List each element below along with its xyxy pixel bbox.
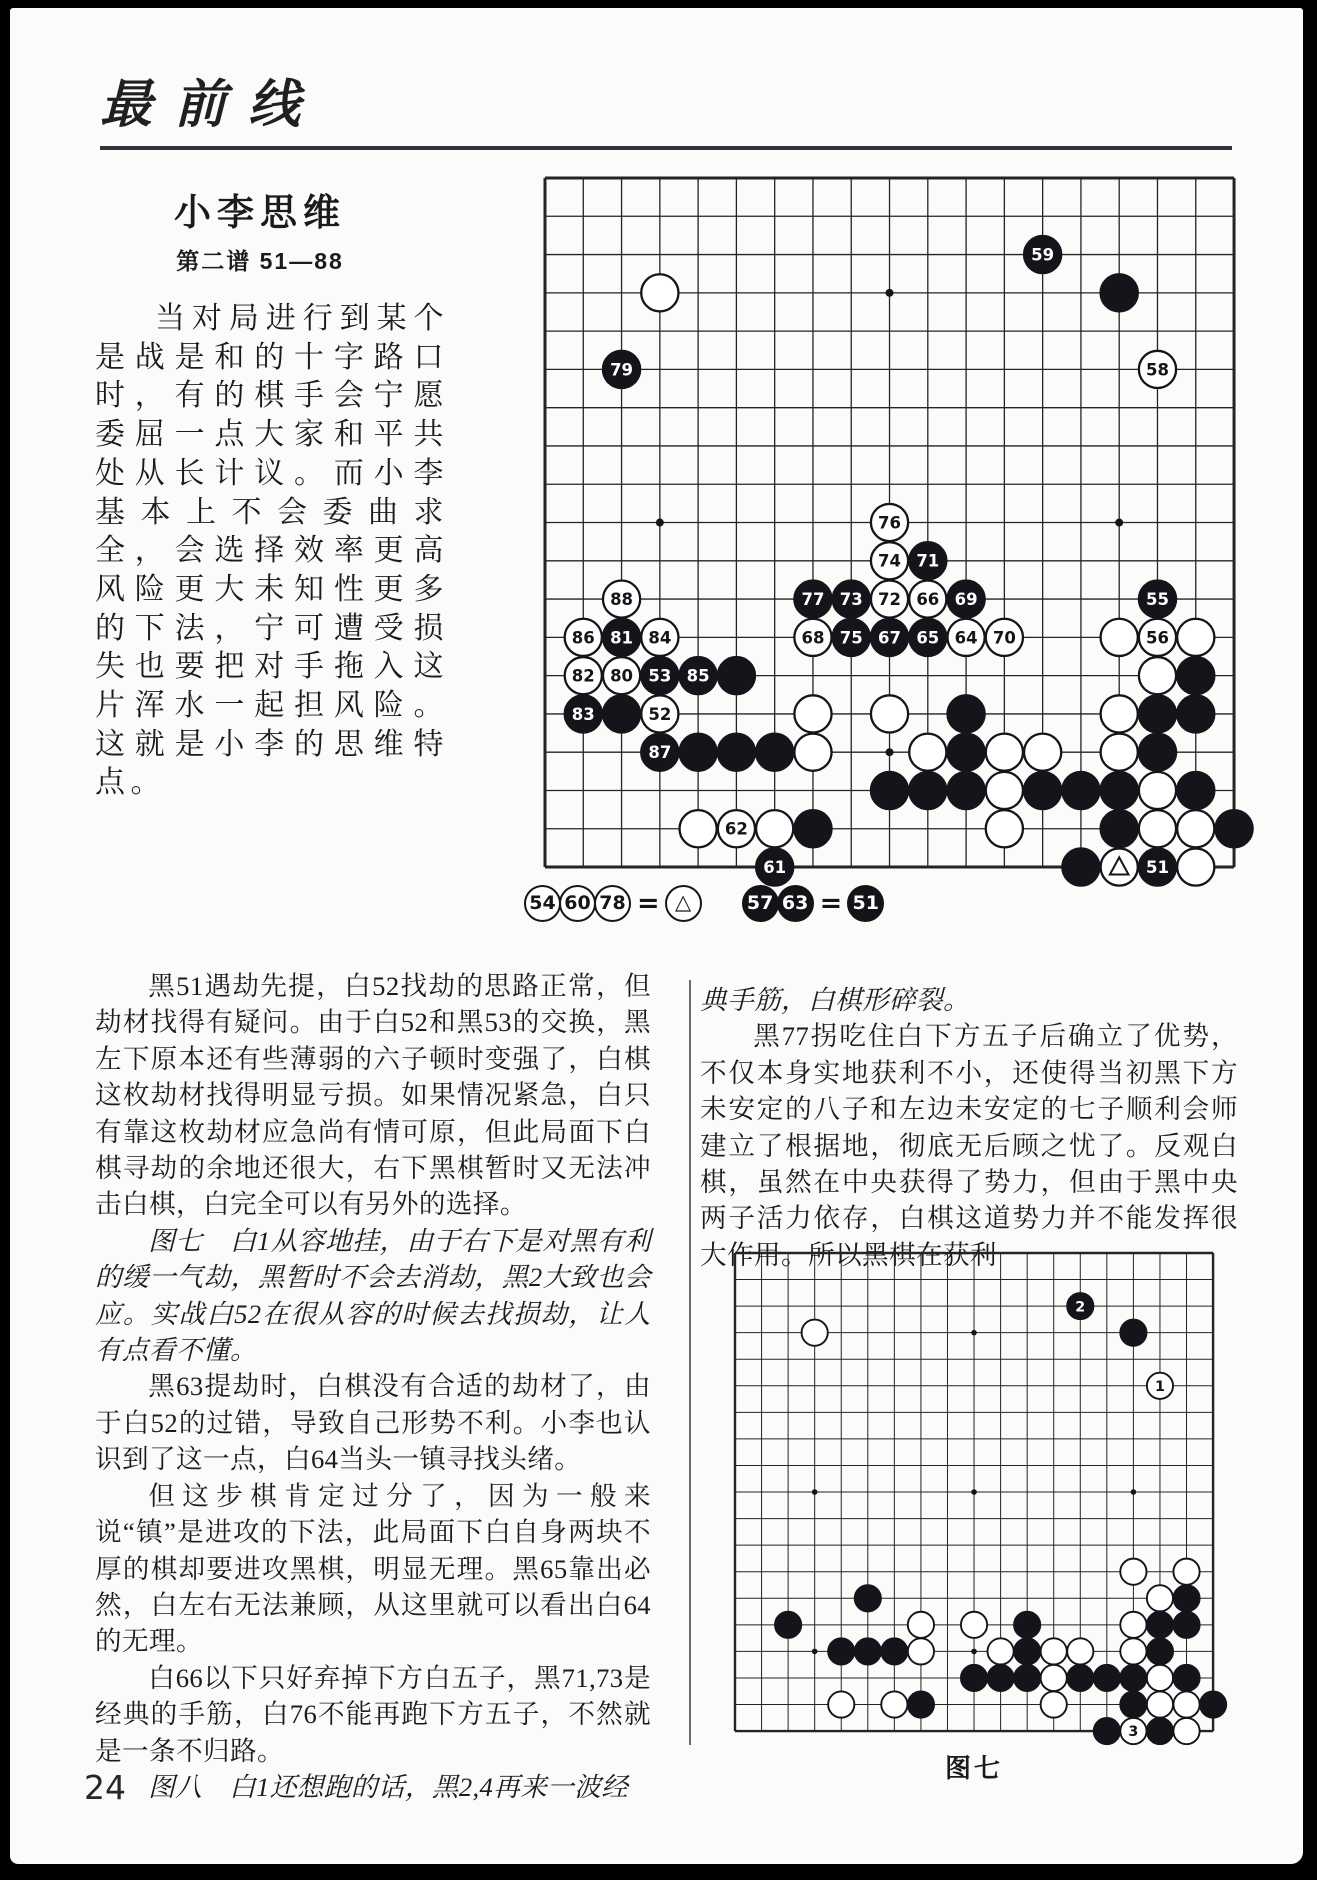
caption-triangle-stone bbox=[665, 885, 702, 922]
caption-stone: 60 bbox=[559, 885, 596, 922]
caption-stone: 54 bbox=[524, 885, 561, 922]
svg-text:83: 83 bbox=[571, 704, 595, 724]
header-rule bbox=[100, 146, 1232, 150]
svg-text:85: 85 bbox=[686, 666, 710, 686]
svg-text:71: 71 bbox=[916, 551, 940, 571]
caption-group bbox=[742, 885, 883, 922]
intro-paragraph: 当对局进行到某个是战是和的十字路口时，有的棋手会宁愿委屈一点大家和平共处从长计议。而小李基本上不会委曲求全，会选择效率更高风险更大未知性更多的下法，宁可遭受损失也要把对手拖入这片浑水一起担风险。这就是小李的思维特点。 bbox=[95, 302, 449, 800]
svg-text:53: 53 bbox=[648, 666, 672, 686]
caption-stone: 51 bbox=[847, 885, 884, 922]
triangle-mark-icon: △ bbox=[675, 889, 692, 914]
svg-text:69: 69 bbox=[954, 590, 978, 610]
magazine-section-calligraphy: 最前线 bbox=[100, 74, 323, 135]
svg-text:86: 86 bbox=[571, 628, 595, 648]
svg-text:72: 72 bbox=[878, 590, 902, 610]
equals-sign: = bbox=[819, 887, 843, 919]
svg-text:55: 55 bbox=[1145, 590, 1169, 610]
svg-text:70: 70 bbox=[992, 628, 1016, 648]
equals-sign: = bbox=[637, 887, 660, 919]
svg-text:75: 75 bbox=[839, 628, 863, 648]
svg-text:84: 84 bbox=[648, 628, 672, 648]
figure7-board bbox=[719, 1237, 1230, 1748]
svg-text:59: 59 bbox=[1031, 245, 1055, 265]
svg-text:56: 56 bbox=[1145, 628, 1169, 648]
ko-caption bbox=[524, 884, 882, 922]
caption-stone: 78 bbox=[594, 885, 631, 922]
figure7-label: 图七 bbox=[944, 1753, 1003, 1783]
svg-text:82: 82 bbox=[571, 666, 595, 686]
svg-text:74: 74 bbox=[878, 551, 902, 571]
svg-text:73: 73 bbox=[839, 590, 863, 610]
svg-text:88: 88 bbox=[610, 590, 634, 610]
svg-text:2: 2 bbox=[1075, 1299, 1086, 1316]
paragraph: 黑51遇劫先提，白52找劫的思路正常，但劫材找得有疑问。由于白52和黑53的交换，黑左下原本还有些薄弱的六子顿时变强了，白棋这枚劫材找得明显亏损。如果情况紧急，白只有靠这枚劫材应急尚有情可原，但此局面下白棋寻劫的余地还很大，右下黑棋暂时又无法冲击白棋，白完全可以有另外的选择。 bbox=[95, 971, 651, 1220]
svg-text:62: 62 bbox=[724, 819, 748, 839]
svg-text:64: 64 bbox=[954, 628, 978, 648]
column-divider bbox=[689, 980, 691, 1745]
svg-text:79: 79 bbox=[610, 360, 634, 380]
svg-text:67: 67 bbox=[878, 628, 902, 648]
article-title: 小李思维 bbox=[174, 192, 346, 233]
svg-text:80: 80 bbox=[610, 666, 634, 686]
article-subtitle: 第二谱 51—88 bbox=[176, 248, 344, 274]
svg-text:61: 61 bbox=[763, 857, 787, 877]
paragraph: 黑77拐吃住白下方五子后确立了优势，不仅本身实地获利不小，还使得当初黑下方未安定的八子和左边未安定的七子顺利会师建立了根据地，彻底无后顾之忧了。反观白棋，虽然在中央获得了势力，但由于黑中央两子活力依存，白棋这道势力并不能发挥很大作用。所以黑棋在获利 bbox=[700, 1021, 1238, 1270]
svg-text:68: 68 bbox=[801, 628, 825, 648]
caption-stone: 57 bbox=[742, 885, 779, 922]
svg-text:81: 81 bbox=[610, 628, 634, 648]
main-game-board bbox=[524, 157, 1256, 889]
paragraph: 图七 白1从容地挂，由于右下是对黑有利的缓一气劫，黑暂时不会去消劫，黑2大致也会应。实战白52在很从容的时候去找损劫，让人有点看不懂。 bbox=[95, 1225, 651, 1366]
svg-text:65: 65 bbox=[916, 628, 940, 648]
svg-text:3: 3 bbox=[1128, 1724, 1139, 1741]
text-column-left bbox=[95, 968, 651, 1805]
svg-text:51: 51 bbox=[1145, 857, 1169, 877]
paragraph: 但这步棋肯定过分了，因为一般来说“镇”是进攻的下法，此局面下白自身两块不厚的棋却要进攻黑棋，明显无理。黑65靠出必然，白左右无法兼顾，从这里就可以看出白64的无理。 bbox=[95, 1480, 651, 1657]
svg-text:87: 87 bbox=[648, 743, 672, 763]
paragraph: 图八 白1还想跑的话，黑2,4再来一波经 bbox=[148, 1771, 629, 1802]
svg-text:76: 76 bbox=[878, 513, 902, 533]
page-number: 24 bbox=[84, 1768, 126, 1807]
svg-text:77: 77 bbox=[801, 590, 825, 610]
paragraph: 黑63提劫时，白棋没有合适的劫材了，由于白52的过错，导致自己形势不利。小李也认识到了这一点，白64当头一镇寻找头绪。 bbox=[95, 1371, 651, 1475]
svg-text:52: 52 bbox=[648, 704, 672, 724]
text-column-right bbox=[700, 982, 1238, 1273]
svg-text:1: 1 bbox=[1154, 1378, 1165, 1395]
caption-group bbox=[524, 885, 700, 922]
paragraph: 典手筋，白棋形碎裂。 bbox=[700, 985, 970, 1015]
svg-text:58: 58 bbox=[1145, 360, 1169, 380]
paragraph: 白66以下只好弃掉下方白五子，黑71,73是经典的手筋，白76不能再跑下方五子，不然就是一条不归路。 bbox=[95, 1662, 651, 1766]
caption-stone: 63 bbox=[777, 885, 814, 922]
svg-text:66: 66 bbox=[916, 590, 940, 610]
